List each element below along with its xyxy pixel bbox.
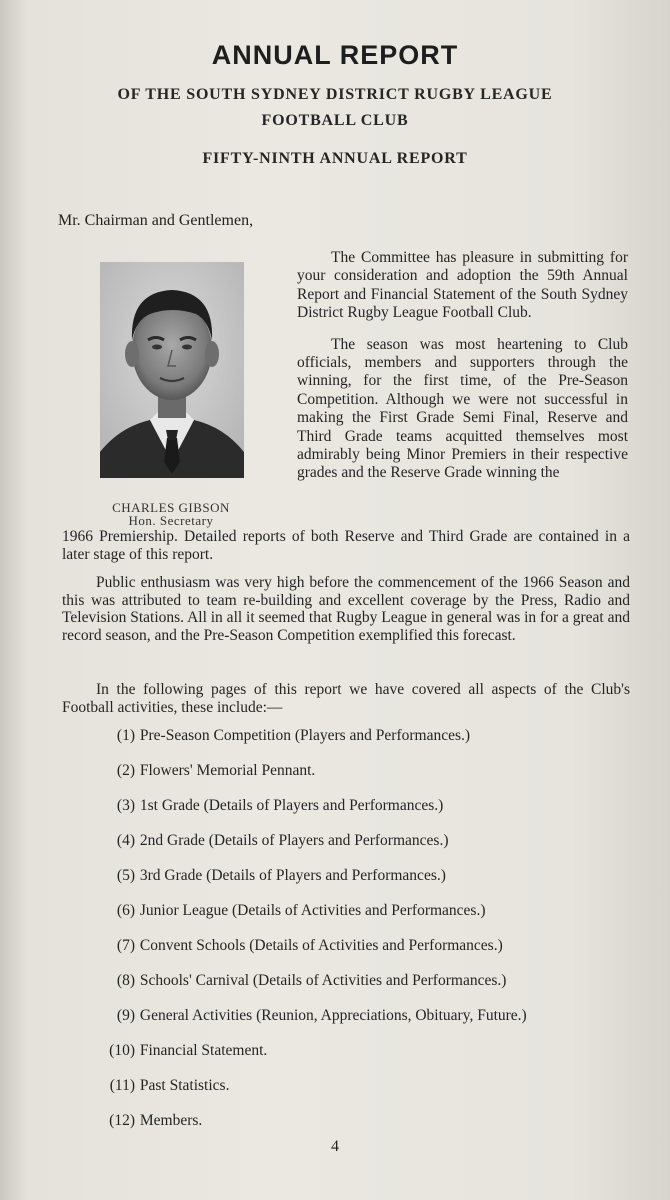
paragraph-following-text: In the following pages of this report we have covered all aspects of the Club's Football activities, these include:— (62, 681, 630, 716)
club-name-line-1: OF THE SOUTH SYDNEY DISTRICT RUGBY LEAGUE (117, 86, 553, 103)
list-item: (6) Junior League (Details of Activities and Performances.) (116, 902, 486, 919)
club-name-line-2: FOOTBALL CLUB (261, 112, 409, 129)
report-title: FIFTY-NINTH ANNUAL REPORT (202, 150, 468, 167)
list-item: (3) 1st Grade (Details of Players and Performances.) (116, 797, 444, 814)
page-number: 4 (331, 1138, 339, 1155)
photo-caption-name: CHARLES GIBSON (112, 500, 230, 515)
paragraph-following (62, 681, 630, 716)
list-item: (1) Pre-Season Competition (Players and Performances.) (116, 727, 471, 744)
paragraph-season: The season was most heartening to Club officials, members and supporters through the winning, for the first time, of the Pre-Season Competition. Although we were not successful in making the First Grade Semi Final, Reserve and Third Grade teams acquitted themselves most admirably being Minor Premiers in their respective grades and the Reserve Grade winning the (297, 335, 628, 482)
list-item: (12) Members. (109, 1112, 203, 1129)
list-item: (2) Flowers' Memorial Pennant. (116, 762, 316, 779)
contents-list (95, 726, 635, 1146)
portrait-photo (100, 262, 244, 478)
list-item: (4) 2nd Grade (Details of Players and Performances.) (116, 832, 449, 849)
portrait-image (100, 262, 244, 478)
list-item: (10) Financial Statement. (109, 1042, 268, 1059)
paragraph-public-text: Public enthusiasm was very high before the commencement of the 1966 Season and this was attributed to team re-building and excellent coverage by the Press, Radio and Television Stations. All in all it seemed that Rugby League in general was in for a great and record season, and the Pre-Season Competition exemplified this forecast. (62, 574, 630, 644)
list-item: (5) 3rd Grade (Details of Players and Performances.) (116, 867, 446, 884)
list-item: (11) Past Statistics. (109, 1077, 230, 1094)
list-item: (9) General Activities (Reunion, Appreciations, Obituary, Future.) (116, 1007, 527, 1024)
paragraph-public (62, 574, 630, 644)
paragraph-season-continued (62, 528, 630, 563)
intro-column (297, 249, 628, 483)
list-item: (7) Convent Schools (Details of Activities and Performances.) (116, 937, 503, 954)
paragraph-season-cont-text: 1966 Premiership. Detailed reports of both Reserve and Third Grade are contained in a later stage of this report. (62, 528, 630, 563)
photo-caption-role: Hon. Secretary (128, 513, 214, 528)
page-title: ANNUAL REPORT (211, 40, 459, 70)
salutation: Mr. Chairman and Gentlemen, (58, 212, 254, 229)
paragraph-committee: The Committee has pleasure in submitting for your consideration and adoption the 59th Annual Report and Financial Statement of the South Sydney District Rugby League Football Club. (297, 249, 628, 322)
list-item: (8) Schools' Carnival (Details of Activities and Performances.) (116, 972, 507, 989)
